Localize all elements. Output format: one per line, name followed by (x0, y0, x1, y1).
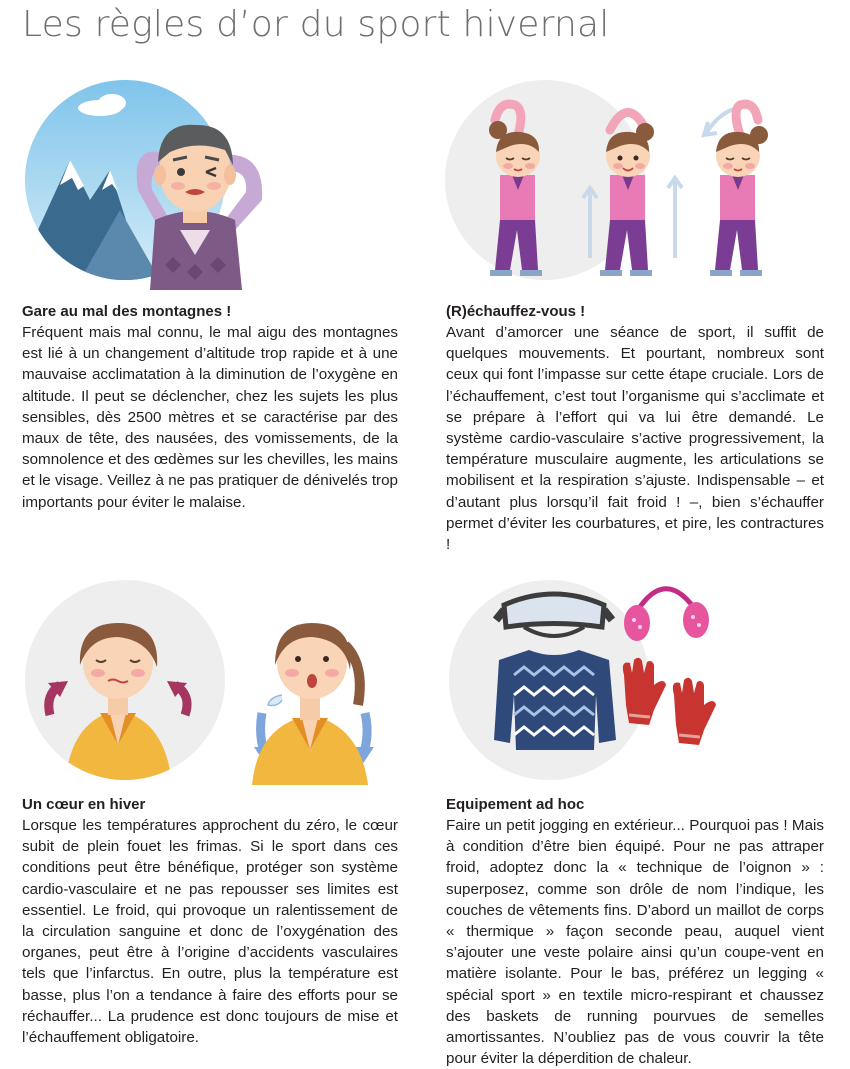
article-heart-winter (22, 794, 398, 1048)
article-body: Avant d’amorcer une séance de sport, il suffit de quelques mouvements. Et pourtant, nombreux sont ceux qui font l’impasse sur cette étape cruciale. Lors de l’échauffement, c’est tout l’organisme qui s’acclimate et se prépare à l’effort qui va lui être demandé. Le système cardio-vasculaire s’active progressivement, la température musculaire augmente, les articulations se mobilisent et la respiration s’ajuste. Indispensable – et d’autant plus lorsqu’il fait froid ! –, bien s’échauffer permet d’éviter les courbatures, et pire, les contractures ! (446, 324, 824, 554)
article-equipment (446, 794, 824, 1069)
mountain-sickness-man-illustration (20, 80, 270, 290)
page-title: Les règles d’or du sport hivernal (22, 4, 610, 45)
winter-gear-illustration (444, 565, 744, 790)
article-body: Fréquent mais mal connu, le mal aigu des montagnes est lié à un changement d’altitude trop rapide et à une mauvaise acclimatation à la diminution de l’oxygène en altitude. Il peut se déclencher, chez les sujets les plus sensibles, dès 2500 mètres et se caractérise par des maux de tête, des nausées, des vomissements, de la somnolence et des œdèmes sur les chevilles, les mains et le visage. Veillez à ne pas pratiquer de dénivelés trop importants pour éviter le malaise. (22, 324, 398, 511)
article-warm-up (446, 301, 824, 555)
article-heading: Gare au mal des montagnes ! (22, 303, 232, 320)
article-heading: Un cœur en hiver (22, 796, 146, 813)
article-body: Lorsque les températures approchent du zéro, le cœur subit de plein fouet les frimas. Si le sport dans ces conditions peut être bénéfique, protéger son système cardio-vasculaire et ne pas repousser ses limites est essentiel. Le froid, qui provoque un ralentissement de la circulation sanguine et donc de l’oxygénation des organes, peut être à l’origine d’accidents vasculaires tels que l’infarctus. En outre, plus la température est basse, plus l’on a tendance à faire des efforts pour se réchauffer... La prudence est donc toujours de mise et l’échauffement obligatoire. (22, 817, 398, 1047)
article-heading: (R)échauffez-vous ! (446, 303, 586, 320)
article-mountain-sickness (22, 301, 398, 513)
article-heading: Equipement ad hoc (446, 796, 585, 813)
stretching-woman-illustration (440, 80, 840, 290)
breathing-woman-illustration (20, 585, 400, 785)
article-body: Faire un petit jogging en extérieur... Pourquoi pas ! Mais à condition d’être bien équipé. Pour ne pas attraper froid, adoptez donc la « technique de l’oignon » : superposez, comme son drôle de nom l’indique, les couches de vêtements fins. D’abord un maillot de corps « thermique » façon seconde peau, auquel vient s’ajouter une veste polaire ainsi qu’un coupe-vent en matière isolante. Pour le bas, préférez un legging « spécial sport » en textile micro-respirant et chaussez des baskets de running pourvues de semelles amortissantes. N’oubliez pas de vous couvrir la tête pour éviter la déperdition de chaleur. (446, 817, 824, 1068)
